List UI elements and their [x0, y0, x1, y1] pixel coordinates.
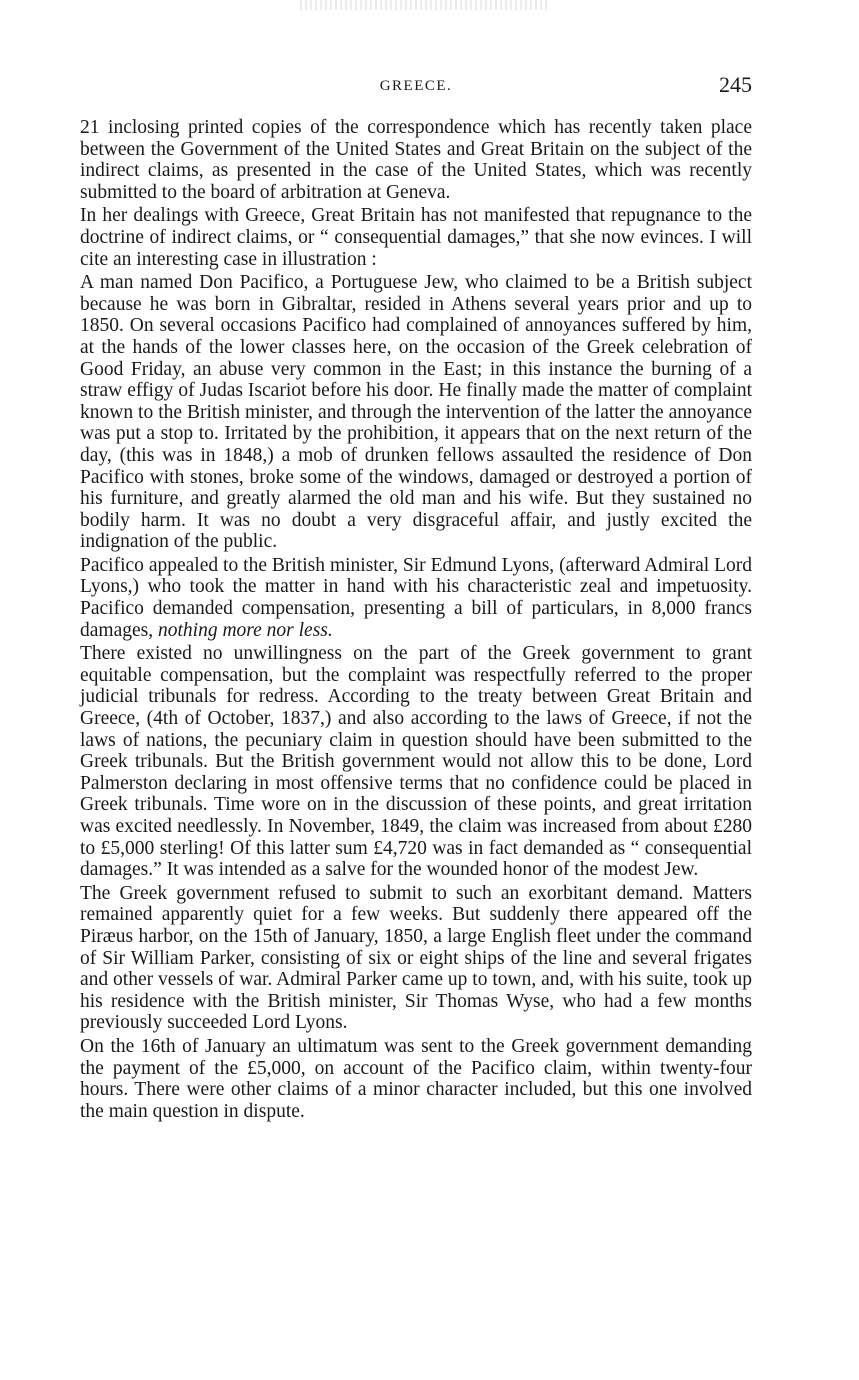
- paragraph-4-emphasis: nothing more nor less.: [157, 619, 333, 641]
- paragraph-3: A man named Don Pacifico, a Portuguese Jew, who claimed to be a British subject because he was born in Gibraltar, resided in Athens several years prior and up to 1850. On several occasions Pacifico had complained of annoyances suffered by him, at the hands of the lower classes here, on the occasion of the Greek celebration of Good Friday, an abuse very common in the East; in this instance the burning of a straw effigy of Judas Iscariot before his door. He finally made the matter of complaint known to the British minister, and through the intervention of the latter the annoyance was put a stop to. Irritated by the prohibition, it appears that on the next return of the day, (this was in 1848,) a mob of drunken fellows assaulted the residence of Don Pacifico with stones, broke some of the windows, damaged or destroyed a portion of his furniture, and greatly alarmed the old man and his wife. But they sustained no bodily harm. It was no doubt a very disgraceful affair, and justly excited the indignation of the public.: [80, 272, 752, 553]
- paragraph-6: The Greek government refused to submit to such an exorbitant demand. Matters remained apparently quiet for a few weeks. But suddenly there appeared off the Piræus harbor, on the 15th of January, 1850, a large English fleet under the command of Sir William Parker, consisting of six or eight ships of the line and several frigates and other vessels of war. Admiral Parker came up to town, and, with his suite, took up his residence with the British minister, Sir Thomas Wyse, who had a few months previously succeeded Lord Lyons.: [80, 882, 752, 1034]
- paragraph-4-text: Pacifico appealed to the British minister, Sir Edmund Lyons, (afterward Admiral Lord Lyons,) who took the matter in hand with his characteristic zeal and impetuosity. Pacifico demanded compensation, presenting a bill of particulars, in 8,000 francs damages,: [80, 554, 752, 641]
- paragraph-4: [80, 555, 752, 641]
- paragraph-2: In her dealings with Greece, Great Britain has not manifested that repugnance to the doctrine of indirect claims, or “ consequential damages,” that she now evinces. I will cite an interesting case in illustration :: [80, 205, 752, 270]
- page-header: [80, 72, 752, 102]
- paragraph-1: 21 inclosing printed copies of the correspondence which has recently taken place between the Government of the United States and Great Britain on the subject of the indirect claims, as presented in the case of the United States, which was recently submitted to the board of arbitration at Geneva.: [80, 117, 752, 203]
- body-text: [80, 117, 752, 1124]
- scan-artifact: [300, 0, 550, 10]
- paragraph-7: On the 16th of January an ultimatum was sent to the Greek government demanding the payment of the £5,000, on account of the Pacifico claim, within twenty-four hours. There were other claims of a minor character included, but this one involved the main question in dispute.: [80, 1035, 752, 1122]
- page-number: 245: [719, 72, 752, 97]
- running-title: GREECE.: [379, 78, 453, 94]
- paragraph-5: There existed no unwillingness on the part of the Greek government to grant equitable compensation, but the complaint was respectfully referred to the proper judicial tribunals for redress. According to the treaty between Great Britain and Greece, (4th of October, 1837,) and also according to the laws of Greece, if not the laws of nations, the pecuniary claim in question should have been submitted to the Greek tribunals. But the British government would not allow this to be done, Lord Palmerston declaring in most offensive terms that no confidence could be placed in Greek tribunals. Time wore on in the discussion of these points, and great irritation was excited needlessly. In November, 1849, the claim was increased from about £280 to £5,000 sterling! Of this latter sum £4,720 was in fact demanded as “ consequential damages.” It was intended as a salve for the wounded honor of the modest Jew.: [80, 643, 752, 881]
